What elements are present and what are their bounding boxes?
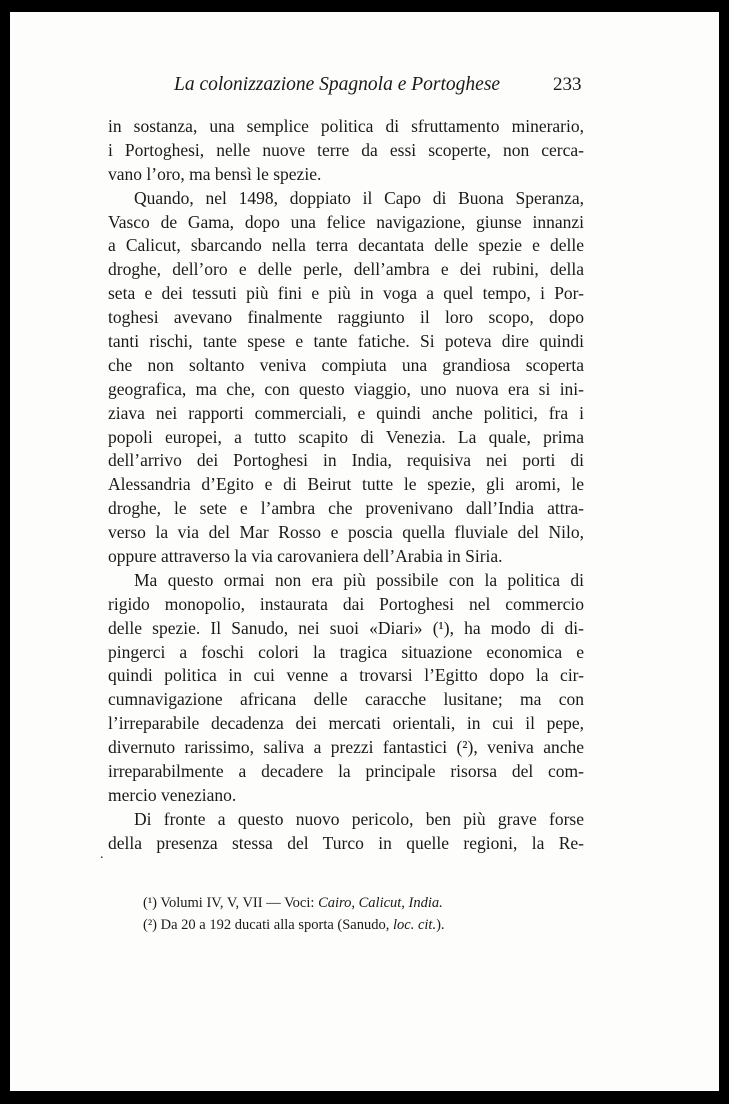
footnote-1 <box>143 892 563 914</box>
footnote-text-end: ). <box>436 917 445 933</box>
book-page <box>10 12 719 1091</box>
text-line: oppure attraverso la via carovaniera dell’Arabia in Siria. <box>108 546 503 567</box>
text-line: droghe, le sete e l’ambra che provenivano dall’India attra- <box>108 498 584 519</box>
text-line: geografica, ma che, con questo viaggio, uno nuova era si ini- <box>108 378 584 399</box>
body-text <box>108 115 584 856</box>
text-line: vano l’oro, ma bensì le spezie. <box>108 163 322 184</box>
text-line: Alessandria d’Egito e di Beirut tutte le spezie, gli aromi, le <box>108 474 584 495</box>
footnote-marker: (¹) <box>143 895 158 911</box>
text-line: che non soltanto veniva compiuta una grandiosa scoperta <box>108 354 584 375</box>
text-line: seta e dei tessuti più fini e più in voga a quel tempo, i Por- <box>108 283 584 304</box>
text-line: divernuto rarissimo, saliva a prezzi fantastici (²), veniva anche <box>108 737 584 758</box>
text-line: delle spezie. Il Sanudo, nei suoi «Diari» (¹), ha modo di di- <box>108 617 584 638</box>
text-line: i Portoghesi, nelle nuove terre da essi scoperte, non cerca- <box>108 139 584 160</box>
paragraph-start-line: Di fronte a questo nuovo pericolo, ben più grave forse <box>134 808 584 829</box>
footnote-italic-text: Cairo, Calicut, India. <box>318 895 443 911</box>
footnote-marker: (²) <box>143 917 158 933</box>
text-line: popoli europei, a tutto scapito di Venezia. La quale, prima <box>108 426 584 447</box>
paragraph-start-line: Ma questo ormai non era più possibile con la politica di <box>134 569 584 590</box>
running-head <box>10 74 719 104</box>
running-title: La colonizzazione Spagnola e Portoghese <box>174 74 501 95</box>
margin-mark: . <box>100 847 104 862</box>
text-line: a Calicut, sbarcando nella terra decantata delle spezie e delle <box>108 235 584 256</box>
page-number: 233 <box>553 74 582 95</box>
text-line: quindi politica in cui venne a trovarsi l’Egitto dopo la cir- <box>108 665 584 686</box>
text-line: pingerci a foschi colori la tragica situazione economica e <box>108 641 584 662</box>
text-line: verso la via del Mar Rosso e poscia quella fluviale del Nilo, <box>108 522 584 543</box>
text-line: irreparabilmente a decadere la principale risorsa del com- <box>108 761 584 782</box>
text-line: dell’arrivo dei Portoghesi in India, requisiva nei porti di <box>108 450 584 471</box>
footnotes <box>143 892 563 936</box>
text-line: cumnavigazione africana delle caracche lusitane; ma con <box>108 689 584 710</box>
footnote-2 <box>143 914 563 936</box>
text-line: tanti rischi, tante spese e tante fatiche. Si poteva dire quindi <box>108 331 584 352</box>
text-line: mercio veneziano. <box>108 784 237 805</box>
footnote-text: Da 20 a 192 ducati alla sporta (Sanudo, <box>160 917 390 933</box>
text-line: l’irreparabile decadenza dei mercati orientali, in cui il pepe, <box>108 713 584 734</box>
text-line: droghe, dell’oro e delle perle, dell’ambra e dei rubini, della <box>108 259 584 280</box>
text-line: in sostanza, una semplice politica di sfruttamento minerario, <box>108 116 584 136</box>
text-line: della presenza stessa del Turco in quelle regioni, la Re- <box>108 832 584 853</box>
footnote-text: Volumi IV, V, VII — Voci: <box>160 895 315 911</box>
text-line: ziava nei rapporti commerciali, e quindi anche politici, fra i <box>108 402 584 423</box>
text-line: rigido monopolio, instaurata dai Portoghesi nel commercio <box>108 593 584 614</box>
text-line: toghesi avevano finalmente raggiunto il loro scopo, dopo <box>108 307 584 328</box>
text-line: Vasco de Gama, dopo una felice navigazione, giunse innanzi <box>108 211 584 232</box>
footnote-italic-text: loc. cit. <box>392 917 437 933</box>
paragraph-start-line: Quando, nel 1498, doppiato il Capo di Buona Speranza, <box>134 187 584 208</box>
